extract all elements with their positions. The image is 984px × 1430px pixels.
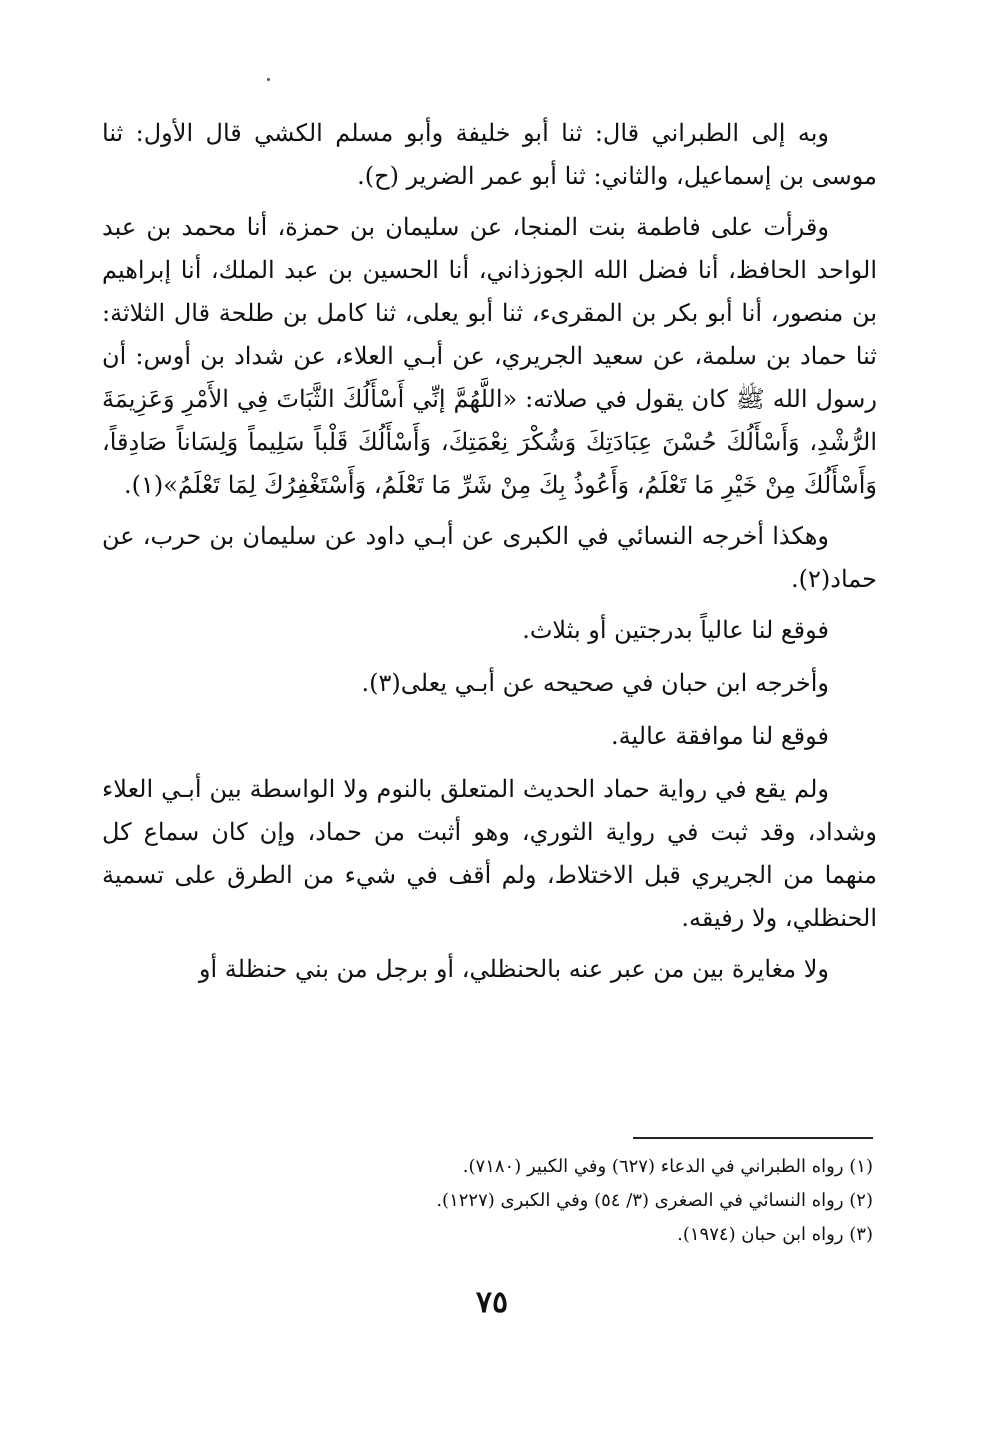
paragraph-hadith: وقرأت على فاطمة بنت المنجا، عن سليمان بن حمزة، أنا محمد بن عبد الواحد الحافظ، أنا فضل الله الجوزذاني، أنا الحسين بن عبد الملك، أنا إبراهيم بن منصور، أنا أبو بكر بن المقرىء، ثنا أبو يعلى، ثنا كامل بن طلحة قال الثلاثة: ثنا حماد بن سلمة، عن سعيد الجريري، عن أبـي العلاء، عن شداد بن أوس: أن رسول الله ﷺ كان يقول في صلاته: «اللَّهُمَّ إنِّي أَسْأَلُكَ الثَّبَاتَ فِي الأَمْرِ وَعَزِيمَةَ الرُّشْدِ، وَأَسْأَلُكَ حُسْنَ عِبَادَتِكَ وَشُكْرَ نِعْمَتِكَ، وَأَسْأَلُكَ قَلْباً سَلِيماً وَلِسَاناً صَادِقاً، وَأَسْأَلُكَ مِنْ خَيْرِ مَا تَعْلَمُ، وَأَعُوذُ بِكَ مِنْ شَرِّ مَا تَعْلَمُ، وَأَسْتَغْفِرُكَ لِمَا تَعْلَمُ»(١). [102,213,877,499]
footnote-3: (٣) رواه ابن حبان (١٩٧٤). [677,1224,873,1245]
paragraph-commentary: ولم يقع في رواية حماد الحديث المتعلق بالنوم ولا الواسطة بين أبـي العلاء وشداد، وقد ثبت في رواية الثوري، وهو أثبت من حماد، وإن كان سماع كل منهما من الجريري قبل الاختلاط، ولم أقف في شيء من الطرق على تسمية الحنظلي، ولا رفيقه. [102,775,877,932]
footnote-divider [633,1137,873,1139]
footnotes [200,1150,873,1252]
footnote-2: (٢) رواه النسائي في الصغرى (٣/ ٥٤) وفي الكبرى (١٢٢٧). [436,1190,873,1211]
paragraph-note-2: فوقع لنا موافقة عالية. [611,722,829,750]
paragraph-continuation: ولا مغايرة بين من عبر عنه بالحنظلي، أو برجل من بني حنظلة أو [198,955,829,983]
ink-speck [267,78,270,81]
paragraph-isnad-1: وبه إلى الطبراني قال: ثنا أبو خليفة وأبو مسلم الكشي قال الأول: ثنا موسى بن إسماعيل، والثاني: ثنا أبو عمر الضرير (ح). [102,119,877,190]
footnote-1: (١) رواه الطبراني في الدعاء (٦٢٧) وفي الكبير (٧١٨٠). [462,1156,873,1177]
main-text [102,112,877,999]
page-number: ٧٥ [475,1285,509,1320]
paragraph-ibn-hibban: وأخرجه ابن حبان في صحيحه عن أبـي يعلى(٣). [361,669,829,697]
paragraph-nasai: وهكذا أخرجه النسائي في الكبرى عن أبـي داود عن سليمان بن حرب، عن حماد(٢). [102,522,877,593]
paragraph-note-1: فوقع لنا عالياً بدرجتين أو بثلاث. [522,616,829,644]
